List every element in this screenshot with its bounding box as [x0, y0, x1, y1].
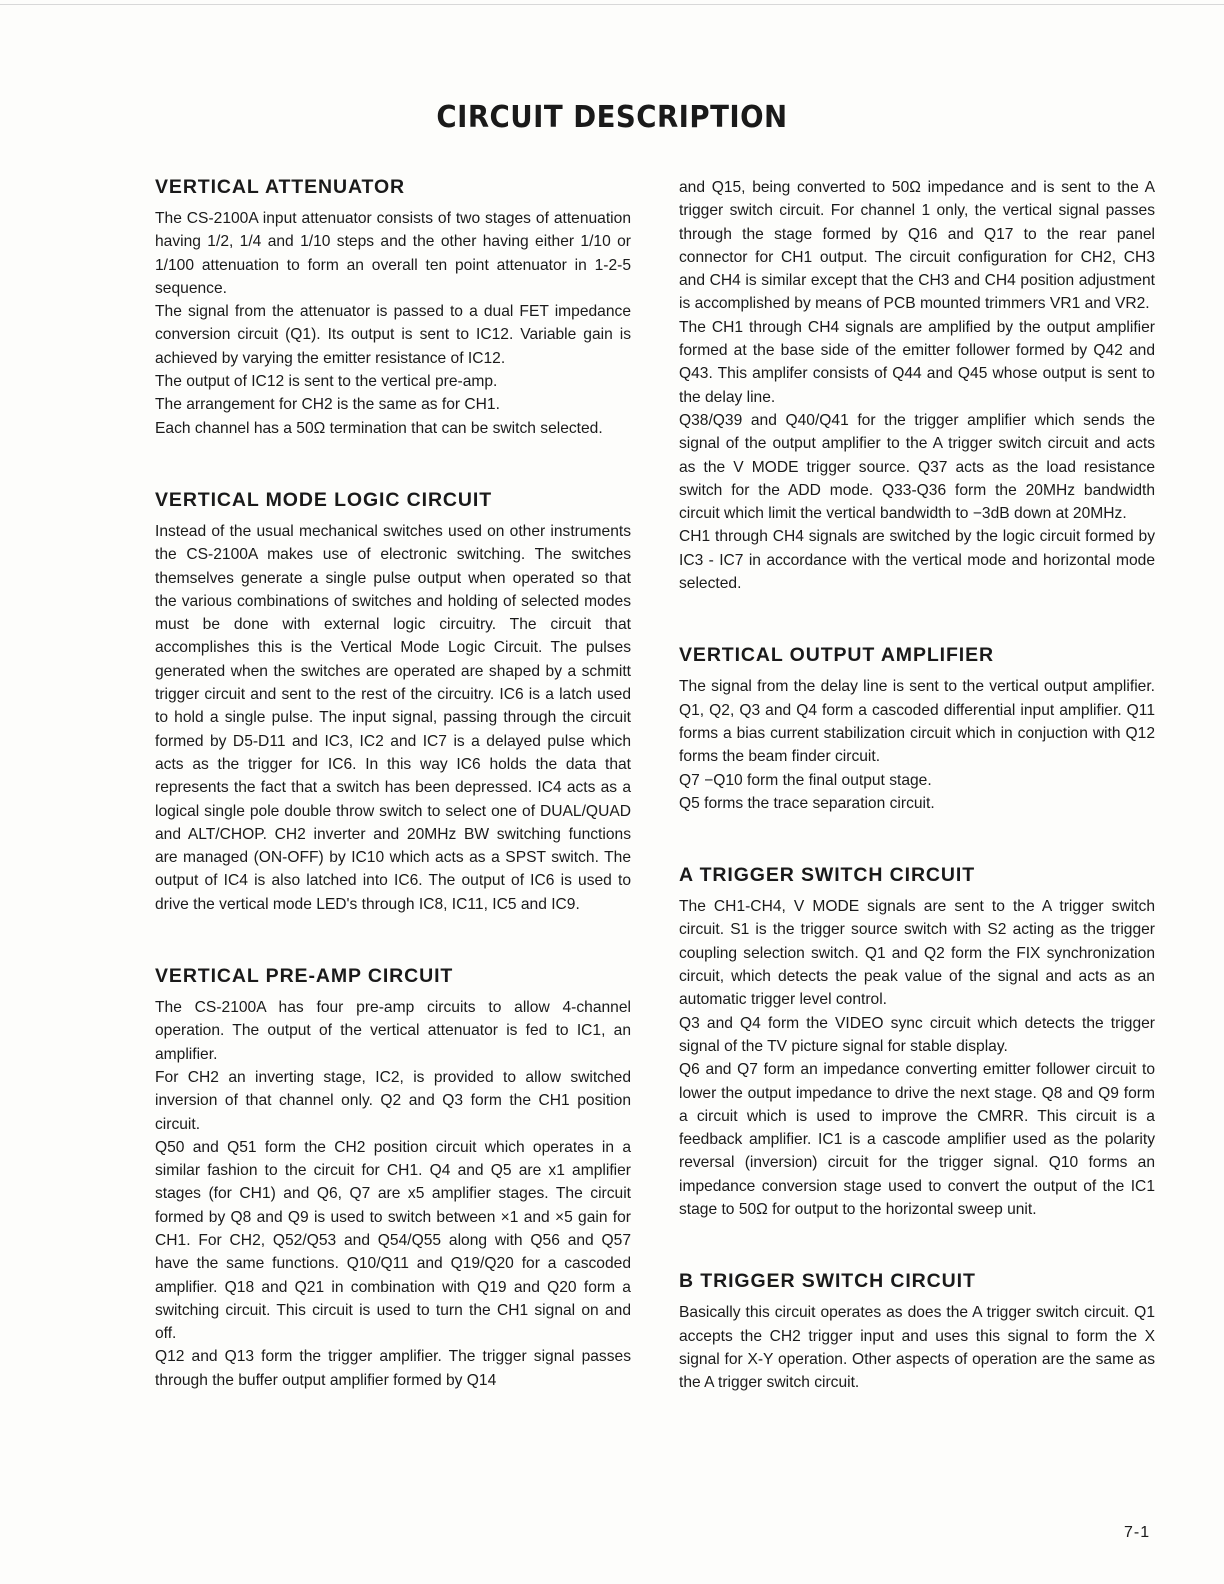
page-number: 7-1	[1124, 1524, 1151, 1541]
paragraph: The signal from the delay line is sent to the vertical output amplifier. Q1, Q2, Q3 and Q4 form a cascoded differential input amplifier. Q11 forms a bias current stabilization circuit which in conjuction with Q12 forms the beam finder circuit.	[679, 678, 1155, 766]
left-column	[155, 174, 631, 1392]
heading-vertical-mode-logic: VERTICAL MODE LOGIC CIRCUIT	[155, 488, 493, 511]
heading-a-trigger: A TRIGGER SWITCH CIRCUIT	[679, 864, 976, 887]
paragraph: Q7 −Q10 form the final output stage.	[679, 771, 932, 789]
paragraph: The CH1-CH4, V MODE signals are sent to the A trigger switch circuit. S1 is the trigger source switch with S2 acting as the trigger coupling selection switch. Q1 and Q2 form the FIX synchronization circuit, which detects the peak value of the signal and acts as an automatic trigger level control.	[679, 898, 1155, 1009]
paragraph: For CH2 an inverting stage, IC2, is provided to allow switched inversion of that channel only. Q2 and Q3 form the CH1 position circuit.	[155, 1068, 631, 1133]
paragraph: The CS-2100A input attenuator consists of two stages of attenuation having 1/2, 1/4 and 1/10 steps and the other having either 1/10 or 1/100 attenuation to form an overall ten point attenuator in 1-2-5 sequence.	[155, 210, 631, 297]
scan-edge-line	[0, 4, 1224, 5]
paragraph: The arrangement for CH2 is the same as for CH1.	[155, 396, 500, 414]
right-column	[679, 176, 1155, 1394]
paragraph: The CH1 through CH4 signals are amplified by the output amplifier formed at the base side of the emitter follower formed by Q42 and Q43. This amplifer consists of Q44 and Q45 whose output is sent to the delay line.	[679, 318, 1155, 406]
paragraph: Q50 and Q51 form the CH2 position circuit which operates in a similar fashion to the circuit for CH1. Q4 and Q5 are x1 amplifier stages (for CH1) and Q6, Q7 are x5 amplifier stages. The circuit formed by Q8 and Q9 is used to switch between ×1 and ×5 gain for CH1. For CH2, Q52/Q53 and Q54/Q55 along with Q56 and Q57 have the same functions. Q10/Q11 and Q19/Q20 for a cascoded amplifier. Q18 and Q21 in combination with Q19 and Q20 form a switching circuit. This circuit is used to turn the CH1 signal on and off.	[155, 1138, 631, 1343]
paragraph: Q3 and Q4 form the VIDEO sync circuit which detects the trigger signal of the TV picture signal for stable display.	[679, 1014, 1155, 1055]
paragraph: Basically this circuit operates as does the A trigger switch circuit. Q1 accepts the CH2 trigger input and uses this signal to form the X signal for X-Y operation. Other aspects of operation are the same as the A trigger switch circuit.	[679, 1304, 1155, 1392]
section-vertical-mode-logic	[155, 487, 631, 916]
paragraph: and Q15, being converted to 50Ω impedance and is sent to the A trigger switch circuit. For channel 1 only, the vertical signal passes through the stage formed by Q16 and Q17 to the rear panel connector for CH1 output. The circuit configuration for CH2, CH3 and CH4 is similar except that the CH3 and CH4 position adjustment is accomplished by means of PCB mounted trimmers VR1 and VR2.	[679, 179, 1155, 313]
paragraph: The signal from the attenuator is passed to a dual FET impedance conversion circuit (Q1). Its output is sent to IC12. Variable gain is achieved by varying the emitter resistance of IC12.	[155, 303, 631, 367]
section-vertical-attenuator	[155, 174, 631, 440]
section-vertical-output	[679, 642, 1155, 815]
section-vertical-preamp	[155, 963, 631, 1392]
paragraph: CH1 through CH4 signals are switched by the logic circuit formed by IC3 - IC7 in accordance with the vertical mode and horizontal mode selected.	[679, 528, 1155, 593]
paragraph: Q12 and Q13 form the trigger amplifier. The trigger signal passes through the buffer output amplifier formed by Q14	[155, 1348, 631, 1389]
heading-vertical-preamp: VERTICAL PRE-AMP CIRCUIT	[155, 965, 454, 988]
paragraph: Instead of the usual mechanical switches used on other instruments the CS-2100A makes use of electronic switching. The switches themselves generate a single pulse output when operated so that the various combinations of switches and holding of selected modes must be done with external logic circuitry. The circuit that accomplishes this is the Vertical Mode Logic Circuit. The pulses generated when the switches are operated are shaped by a schmitt trigger circuit and sent to the rest of the circuitry. IC6 is a latch used to hold a single pulse. The input signal, passing through the circuit formed by D5-D11 and IC3, IC2 and IC7 is a delayed pulse which acts as the trigger for IC6. In this way IC6 holds the data that represents the fact that a switch has been depressed. IC4 acts as a logical single pole double throw switch to select one of DUAL/QUAD and ALT/CHOP. CH2 inverter and 20MHz BW switching functions are managed (ON-OFF) by IC10 which acts as a SPST switch. The output of IC4 is also latched into IC6. The output of IC6 is used to drive the vertical mode LED's through IC8, IC11, IC5 and IC9.	[155, 522, 631, 913]
page-title: CIRCUIT DESCRIPTION	[436, 100, 788, 135]
section-b-trigger	[679, 1268, 1155, 1394]
heading-vertical-output: VERTICAL OUTPUT AMPLIFIER	[679, 644, 994, 667]
heading-vertical-attenuator: VERTICAL ATTENUATOR	[155, 176, 406, 198]
paragraph: Q38/Q39 and Q40/Q41 for the trigger amplifier which sends the signal of the output amplifier to the A trigger switch circuit and acts as the V MODE trigger source. Q37 acts as the load resistance switch for the ADD mode. Q33-Q36 form the 20MHz bandwidth circuit which limit the vertical bandwidth to −3dB down at 20MHz.	[679, 411, 1155, 523]
section-a-trigger	[679, 862, 1155, 1221]
paragraph: Each channel has a 50Ω termination that can be switch selected.	[155, 419, 603, 437]
paragraph: Q5 forms the trace separation circuit.	[679, 794, 935, 812]
paragraph: The CS-2100A has four pre-amp circuits to allow 4-channel operation. The output of the vertical attenuator is fed to IC1, an amplifier.	[155, 999, 631, 1063]
paragraph: The output of IC12 is sent to the vertical pre-amp.	[155, 373, 498, 391]
heading-b-trigger: B TRIGGER SWITCH CIRCUIT	[679, 1270, 976, 1293]
paragraph: Q6 and Q7 form an impedance converting emitter follower circuit to lower the output impedance to drive the next stage. Q8 and Q9 form a circuit which is used to improve the CMRR. This circuit is a feedback amplifier. IC1 is a cascode amplifier used as the polarity reversal (inversion) circuit for the trigger signal. Q10 forms an impedance conversion stage used to convert the output of the IC1 stage to 50Ω for output to the horizontal sweep unit.	[679, 1061, 1155, 1218]
section-preamp-continued	[679, 176, 1155, 595]
